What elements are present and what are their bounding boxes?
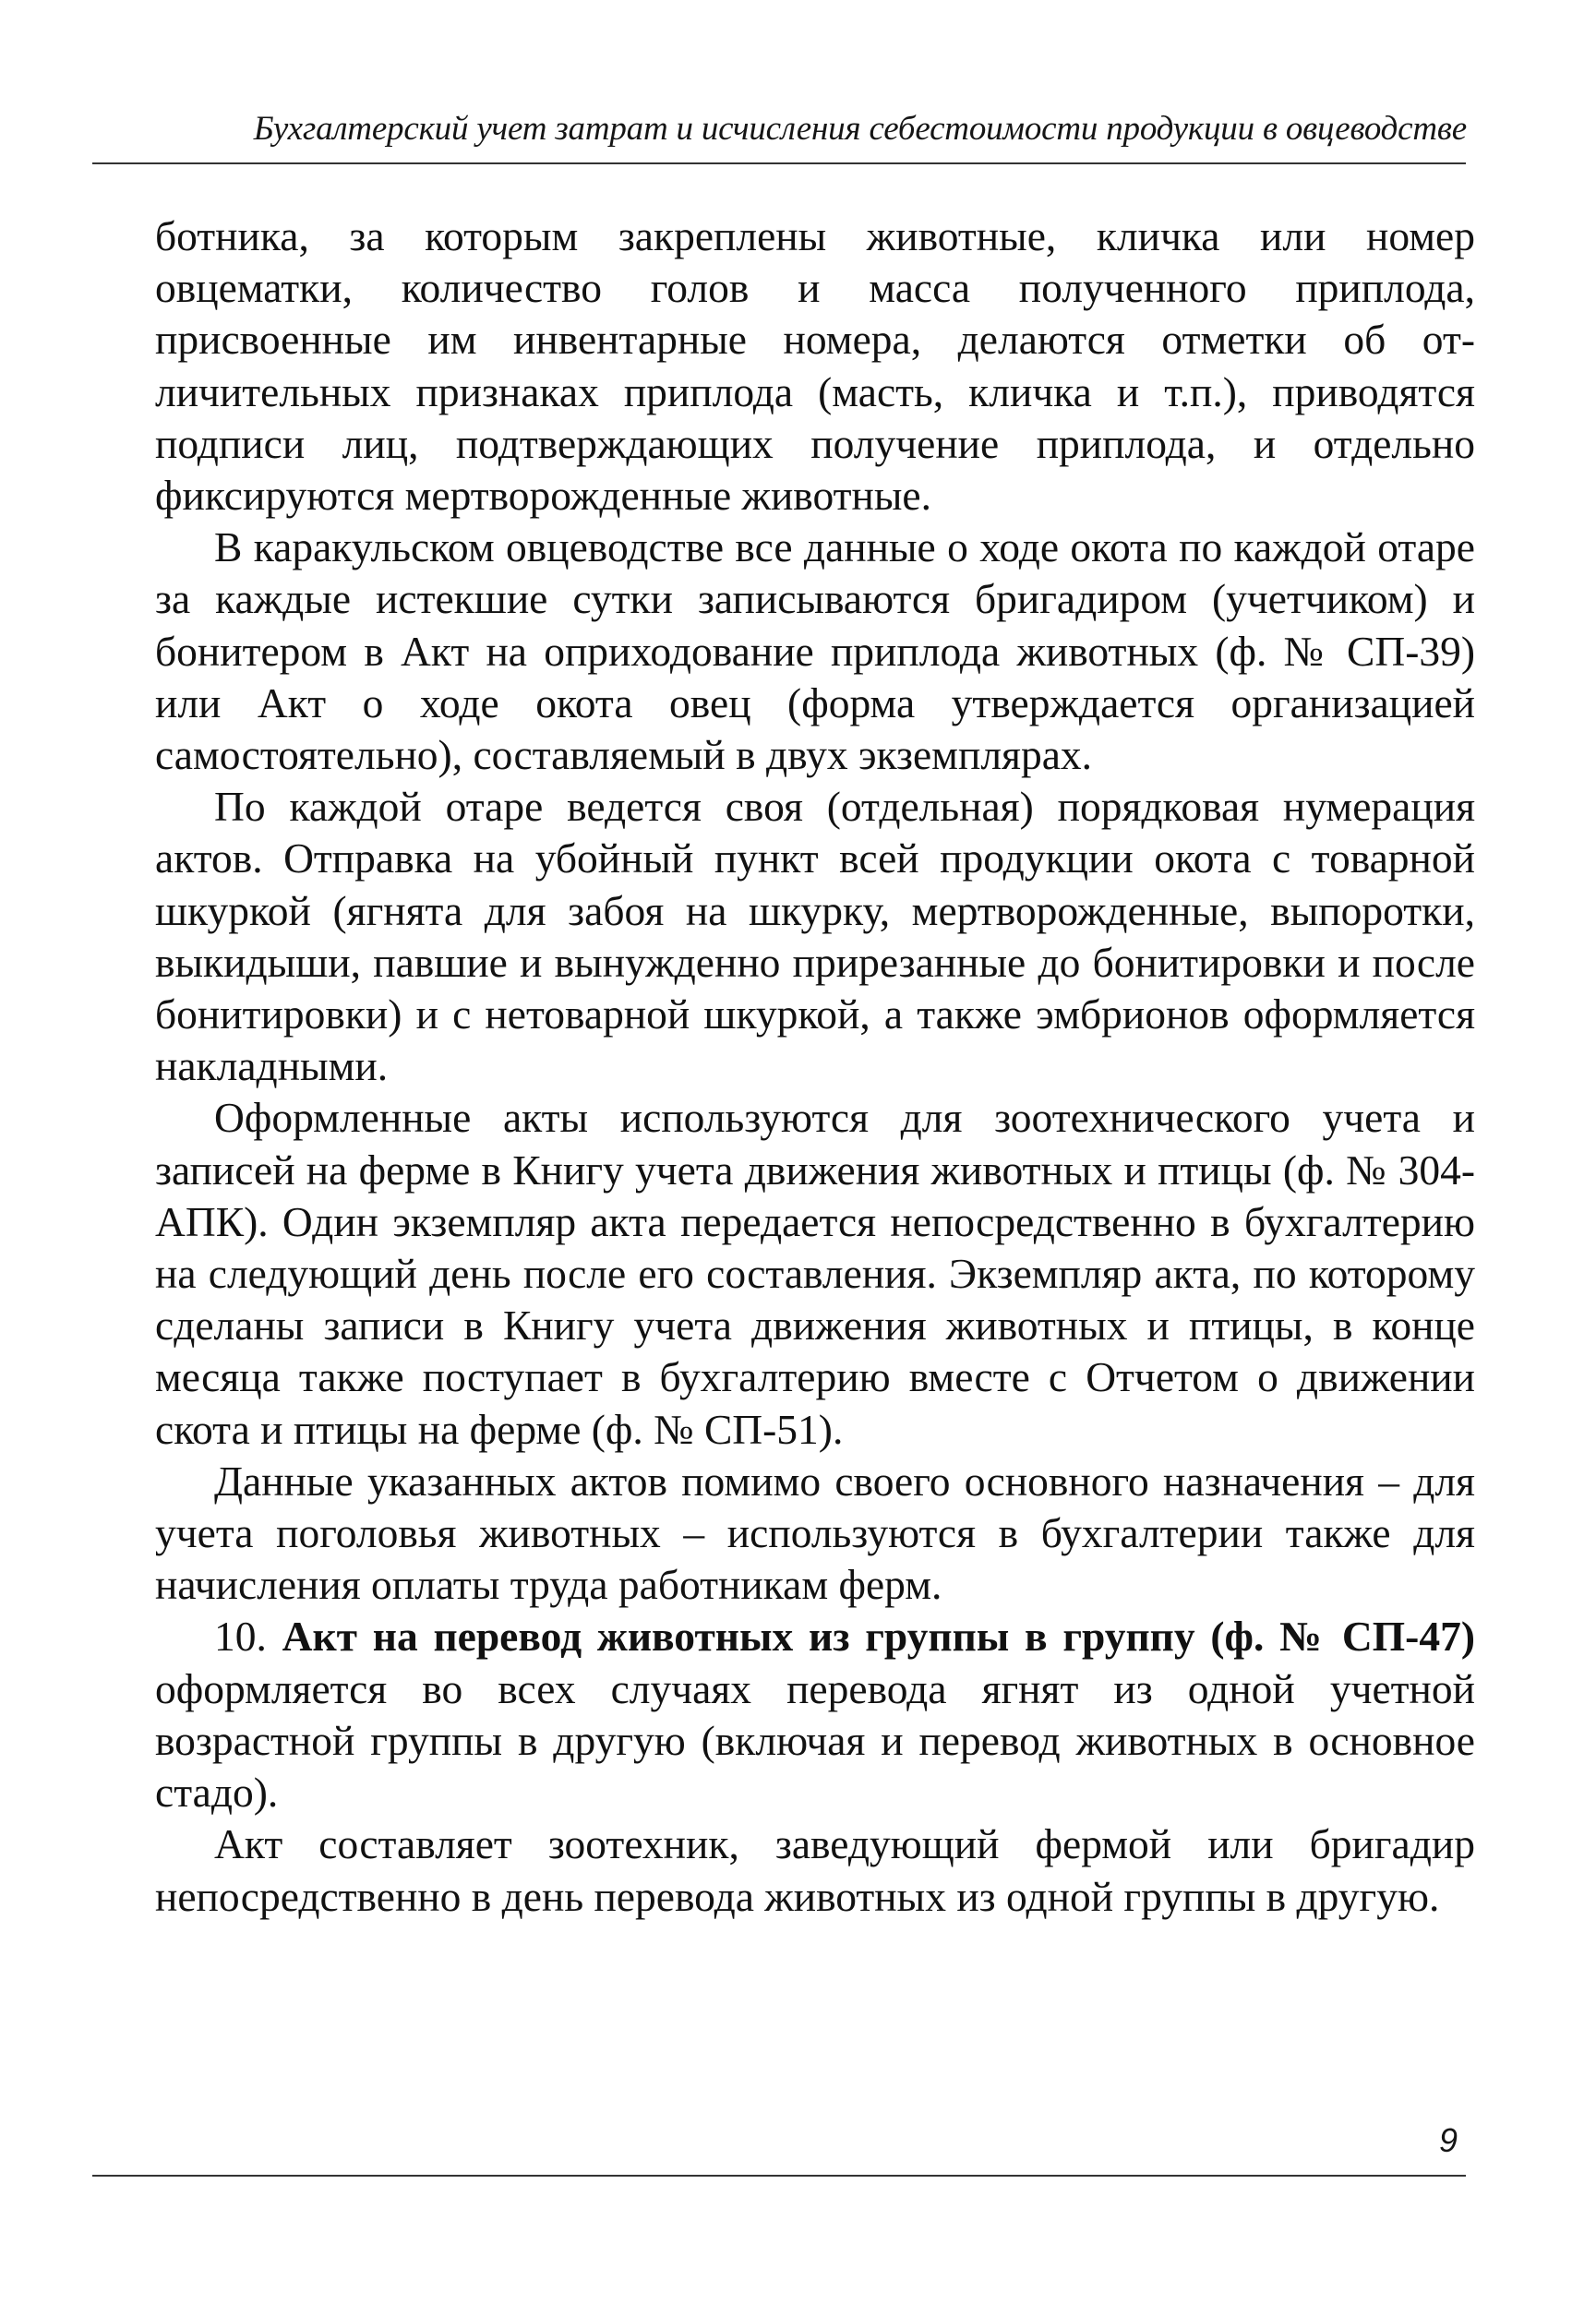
paragraph-acts-data: Данные указанных актов помимо своего основного назначения – для учета поголовья животных – используются в бухгалтерии также для начисления оплаты труда работникам ферм. <box>155 1457 1475 1609</box>
item-10-title: Акт на перевод животных из группы в группу (ф. № СП-47) <box>282 1613 1475 1661</box>
item-10-text: оформляется во всех случаях перевода ягнят из одной учетной возрастной группы в другую (включая и перевод животных в основное стадо). <box>155 1664 1475 1817</box>
item-10-number: 10. <box>214 1613 267 1661</box>
paragraph-numbering: По каждой отаре ведется своя (отдельная) порядковая нумерация актов. Отправка на убойный пункт всей продукции окота с товарной шкуркой (ягнята для забоя на шкурку, мертворожденные, выпоротки, выкидыши, павшие и вынужденно прирезанные до бонитировки и после бонитировки) и с нетоварной шкуркой, а также эмбрионов оформляется накладными. <box>155 783 1475 1090</box>
paragraph-acts-usage: Оформленные акты используются для зоотехнического учета и записей на ферме в Книгу учета движения животных и птицы (ф. № 304-АПК). Один экземпляр акта передается непосредственно в бухгалтерию на следующий день после его составления. Экземпляр акта, по которому сделаны записи в Книгу учета движения животных и птицы, в конце месяца также поступает в бухгалтерию вместе с Отчетом о движении скота и птицы на ферме (ф. № СП-51). <box>155 1094 1475 1453</box>
paragraph-final: Акт составляет зоотехник, заведующий фермой или бригадир непосредственно в день перевода животных из одной группы в другую. <box>155 1820 1475 1920</box>
item-10-paragraph <box>155 1611 1475 1818</box>
footer-divider <box>92 2175 1466 2177</box>
header-divider <box>92 162 1466 164</box>
page-number: 9 <box>1438 2121 1458 2159</box>
running-header: Бухгалтерский учет затрат и исчисления себестоимости продукции в овцеводстве <box>253 110 1467 148</box>
paragraph-karakul: В каракульском овцеводстве все данные о ходе окота по каждой отаре за каждые истекшие сутки записываются бригадиром (учетчиком) и бонитером в Акт на оприходование приплода животных (ф. № СП-39) или Акт о ходе окота овец (форма утверждается организацией самостоятельно), составляемый в двух экземплярах. <box>155 523 1475 779</box>
paragraph-continued: ботника, за которым закреплены животные, кличка или номер овцематки, количество голов и масса полученного приплода, присвоенные им инвентарные номера, делаются отметки об отличительных признаках приплода (масть, кличка и т.п.), приводятся подписи лиц, подтверждающих получение приплода, и отдельно фиксируются мертворожденные животные. <box>155 212 1475 520</box>
page-body <box>155 210 1475 1923</box>
